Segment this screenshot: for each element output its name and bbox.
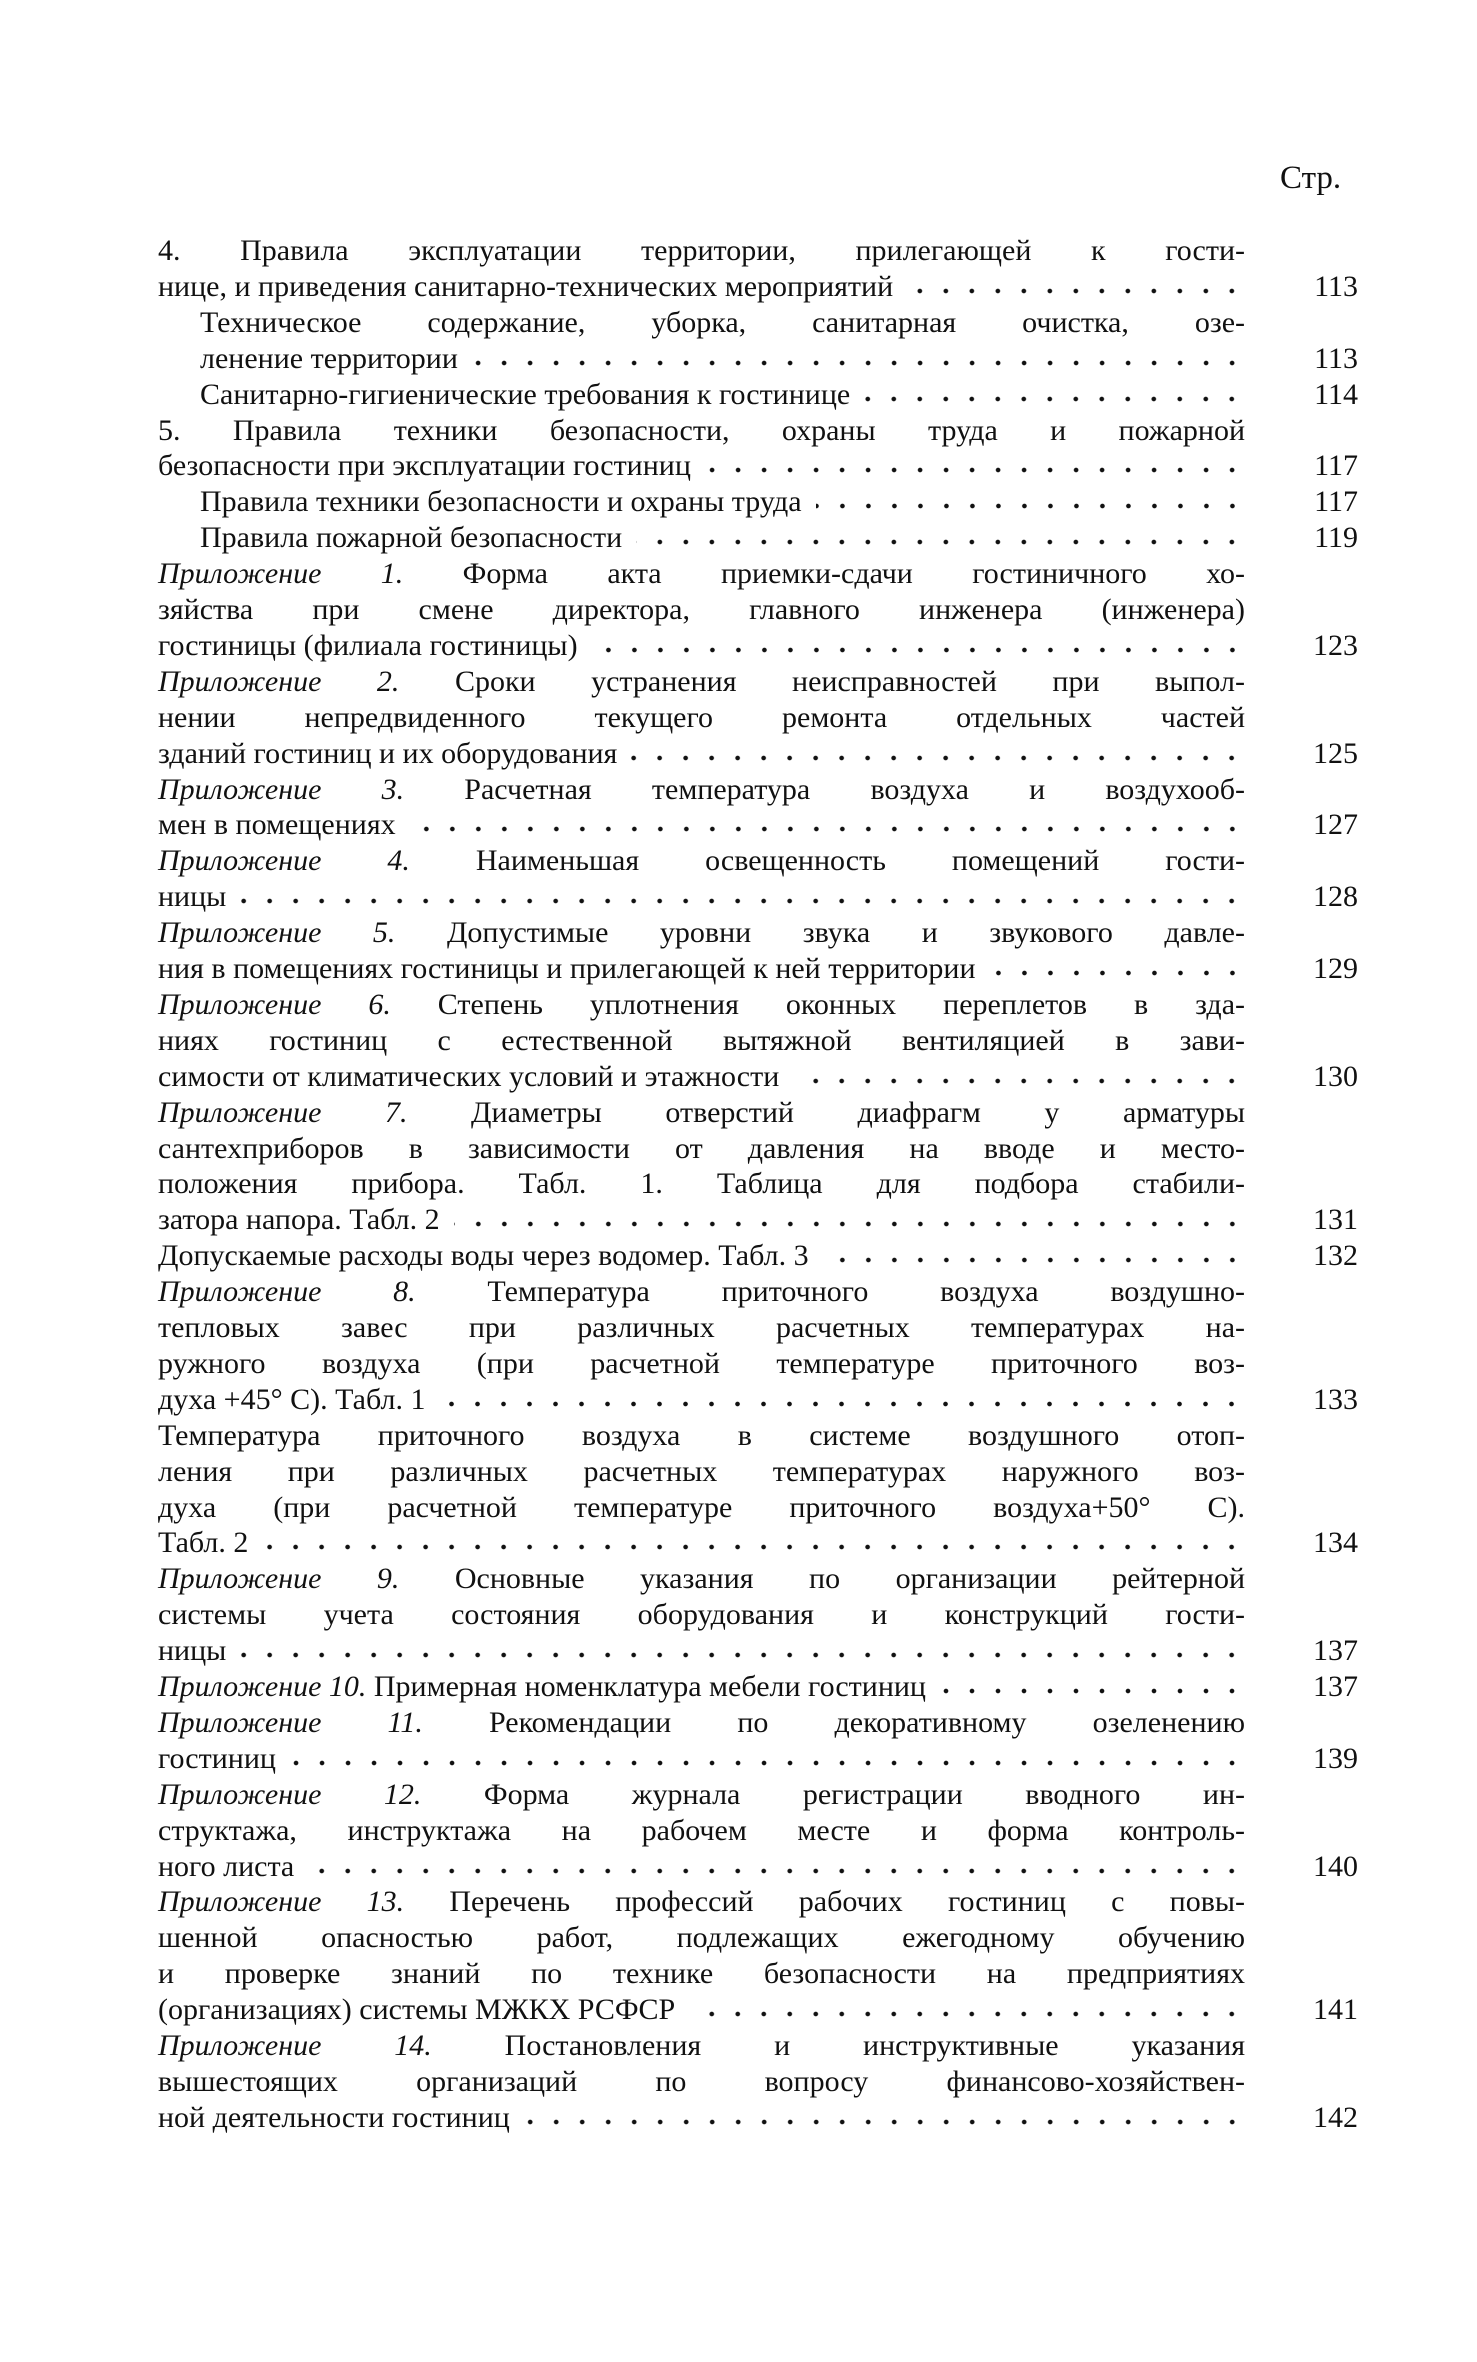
entry-line-text: Сроки устранения неисправностей при выпол- [399, 664, 1246, 698]
entry-text [158, 736, 617, 772]
appendix-label: Приложение 12. [158, 1777, 422, 1811]
appendix-label: Приложение 14. [158, 2029, 432, 2062]
appendix-label: Приложение 2. [158, 664, 400, 698]
entry-line-text: сантехприборов в зависимости от давления на вводе и место- [158, 1131, 1245, 1165]
entry-line-text: тепловых завес при различных расчетных температурах на- [158, 1311, 1245, 1344]
entry-line-text: нении непредвиденного текущего ремонта отдельных частей [158, 700, 1245, 734]
page-number: 113 [1314, 269, 1358, 303]
toc-entry-line [158, 2064, 1245, 2100]
entry-text [158, 628, 578, 664]
dot-leader [410, 824, 1245, 834]
toc-entry-line [158, 413, 1245, 449]
dot-leader [907, 286, 1245, 296]
toc-entry-line [158, 1813, 1245, 1849]
toc-entry-line [158, 1059, 1245, 1095]
toc-entry-line [158, 1597, 1245, 1633]
appendix-label: Приложение 13. [158, 1885, 405, 1919]
entry-line-text: системы учета состояния оборудования и конструкций гости- [158, 1598, 1245, 1632]
toc-entry-line [158, 1274, 1245, 1310]
toc-entry-line [200, 305, 1245, 341]
dot-leader [439, 1399, 1245, 1409]
dot-leader [592, 645, 1245, 655]
toc-entry-line [158, 700, 1245, 736]
toc-entry-line [158, 1669, 1245, 1705]
page-number: 134 [1313, 1526, 1358, 1560]
toc-entry-line [158, 1310, 1245, 1346]
toc-entry-line [158, 1525, 1245, 1561]
entry-line-text: Правила техники безопасности и охраны труда [200, 485, 802, 519]
entry-text [158, 1992, 675, 2028]
toc-entry-line [158, 736, 1245, 772]
entry-text [158, 2100, 510, 2136]
entry-line-text: духа (при расчетной температуре приточного воздуха+50° С). [158, 1490, 1245, 1524]
entry-line-text: ницы [158, 880, 227, 914]
toc-entry-line [158, 1992, 1245, 2028]
toc-entry-line [200, 484, 1245, 520]
page-number: 129 [1313, 952, 1358, 985]
appendix-label: Приложение 1. [158, 557, 404, 591]
page-number: 142 [1313, 2100, 1358, 2134]
page-number: 128 [1313, 880, 1358, 914]
entry-line-text: Постановления и инструктивные указания [431, 2029, 1245, 2062]
entry-text [158, 448, 691, 484]
appendix-label: Приложение 3. [158, 772, 405, 806]
dot-leader [290, 1758, 1245, 1768]
entry-text [158, 269, 893, 305]
page-number: 131 [1313, 1203, 1358, 1237]
page-number: 117 [1314, 485, 1358, 519]
toc-entry-line [158, 592, 1245, 628]
appendix-label: Приложение 8. [158, 1275, 416, 1309]
entry-line-text: ружного воздуха (при расчетной температуре приточного воз- [158, 1346, 1245, 1380]
entry-line-text: Степень уплотнения оконных переплетов в зда- [390, 987, 1245, 1021]
entry-text [158, 1849, 294, 1885]
toc-entry-line [158, 1705, 1245, 1741]
toc-entry-line [158, 879, 1245, 915]
entry-line-text: шенной опасностью работ, подлежащих ежегодному обучению [158, 1921, 1245, 1955]
entry-line-text: вышестоящих организаций по вопросу финансово-хозяйствен- [158, 2064, 1245, 2098]
page-number: 137 [1313, 1634, 1358, 1668]
entry-line-text: ленение территории [200, 341, 458, 375]
entry-line-text: мен в помещениях [158, 808, 396, 842]
entry-line-text: гостиниц [158, 1741, 276, 1775]
entry-line-text: ния в помещениях гостиницы и прилегающей к ней территории [158, 952, 976, 985]
toc-entry-line [158, 1956, 1245, 1992]
toc-entry-line [158, 1777, 1245, 1813]
page-number: 117 [1314, 449, 1358, 483]
entry-line-text: Температура приточного воздуха в системе воздушного отоп- [158, 1418, 1245, 1452]
toc-entry-line [158, 1166, 1245, 1202]
toc-entry-line [200, 520, 1245, 556]
entry-line-text: (организациях) системы МЖКХ РСФСР [158, 1993, 676, 2027]
toc-entry-line [158, 1131, 1245, 1167]
entry-text [158, 1525, 248, 1561]
entry-line-text: Температура приточного воздуха воздушно- [415, 1275, 1245, 1309]
toc-entry-line [158, 1346, 1245, 1382]
toc-entry-line [158, 233, 1245, 269]
dot-leader [454, 1219, 1245, 1229]
entry-text [200, 377, 850, 413]
entry-line-text: Допускаемые расходы воды через водомер. Табл. 3 [158, 1239, 809, 1273]
page-number: 132 [1313, 1239, 1358, 1273]
page-number: 141 [1313, 1993, 1358, 2027]
entry-line-text: Санитарно-гигиенические требования к гостинице [200, 377, 851, 411]
dot-leader [823, 1255, 1245, 1265]
toc-entry-line [200, 341, 1245, 377]
entry-line-text: ной деятельности гостиниц [158, 2100, 510, 2134]
entry-text [158, 1669, 926, 1705]
entry-line-text: структажа, инструктажа на рабочем месте и форма контроль- [158, 1813, 1245, 1847]
entry-text [158, 951, 976, 987]
entry-line-text: Форма журнала регистрации вводного ин- [421, 1777, 1246, 1811]
toc-entry-line [158, 2100, 1245, 2136]
toc-entry-line [158, 556, 1245, 592]
toc-entry-line [158, 1561, 1245, 1597]
toc-entry-line [158, 843, 1245, 879]
entry-text [200, 484, 802, 520]
appendix-label: Приложение 6. [158, 987, 391, 1021]
toc-entry-line [158, 1418, 1245, 1454]
entry-line-text: Основные указания по организации рейтерной [399, 1562, 1246, 1596]
toc-entry-line [158, 772, 1245, 808]
page-number: 119 [1314, 521, 1358, 555]
appendix-label: Приложение 7. [158, 1095, 408, 1129]
entry-text [158, 1202, 440, 1238]
entry-text [158, 1238, 809, 1274]
toc-entry-line [158, 1884, 1245, 1920]
toc-entry-line [158, 807, 1245, 843]
dot-leader [940, 1686, 1245, 1696]
toc-entry-line [158, 1382, 1245, 1418]
toc-entry-line [158, 915, 1245, 951]
entry-line-text: духа +45° С). Табл. 1 [158, 1382, 426, 1416]
toc-entry-line [158, 951, 1245, 987]
entry-line-text: Рекомендации по декоративному озеленению [422, 1705, 1245, 1739]
entry-text [200, 520, 622, 556]
appendix-label: Приложение 11. [158, 1705, 423, 1739]
page-number: 113 [1314, 341, 1358, 375]
toc-entry-line [158, 269, 1245, 305]
entry-line-text: положения прибора. Табл. 1. Таблица для подбора стабили- [158, 1167, 1245, 1201]
dot-leader [990, 968, 1245, 978]
entry-text [158, 1059, 779, 1095]
dot-leader [631, 753, 1245, 763]
entry-text [158, 1382, 425, 1418]
entry-text [158, 807, 396, 843]
entry-text [158, 1741, 276, 1777]
dot-leader [262, 1542, 1245, 1552]
appendix-label: Приложение 5. [158, 916, 396, 950]
dot-leader [524, 2117, 1245, 2127]
entry-line-text: Расчетная температура воздуха и воздухооб- [404, 772, 1245, 806]
page-number: 140 [1313, 1849, 1358, 1883]
entry-line-text: Табл. 2 [158, 1526, 249, 1560]
toc-entry-line [158, 987, 1245, 1023]
entry-line-text: безопасности при эксплуатации гостиниц [158, 449, 691, 483]
page-number: 123 [1313, 628, 1358, 662]
dot-leader [308, 1866, 1245, 1876]
appendix-label: Приложение 10. [158, 1670, 367, 1703]
appendix-label: Приложение 4. [158, 844, 410, 878]
entry-line-text: ницы [158, 1634, 227, 1668]
entry-line-text: 5. Правила техники безопасности, охраны труда и пожарной [158, 413, 1245, 447]
toc-entry-line [200, 377, 1245, 413]
entry-line-text: Примерная номенклатура мебели гостиниц [366, 1670, 926, 1703]
toc-entry-line [158, 1849, 1245, 1885]
dot-leader [864, 394, 1245, 404]
entry-line-text: Допустимые уровни звука и звукового давле- [395, 916, 1245, 950]
entry-line-text: и проверке знаний по технике безопасности на предприятиях [158, 1957, 1245, 1991]
dot-leader [240, 896, 1245, 906]
entry-line-text: затора напора. Табл. 2 [158, 1203, 440, 1237]
entry-text [158, 1633, 226, 1669]
dot-leader [816, 501, 1245, 511]
toc-entry-line [158, 1238, 1245, 1274]
entry-line-text: гостиницы (филиала гостиницы) [158, 628, 578, 662]
entry-line-text: Диаметры отверстий диафрагм у арматуры [407, 1095, 1245, 1129]
toc-entry-line [158, 1920, 1245, 1956]
toc-entry-line [158, 1741, 1245, 1777]
dot-leader [472, 358, 1245, 368]
toc-entry-line [158, 448, 1245, 484]
entry-line-text: симости от климатических условий и этажности [158, 1059, 780, 1093]
page-number: 139 [1313, 1741, 1358, 1775]
page-number: 127 [1313, 808, 1358, 842]
entry-text [158, 879, 226, 915]
dot-leader [636, 537, 1245, 547]
toc-entry-line [158, 1202, 1245, 1238]
toc-entry-line [158, 1454, 1245, 1490]
entry-line-text: Техническое содержание, уборка, санитарная очистка, озе- [200, 305, 1245, 339]
page-number: 137 [1313, 1670, 1358, 1703]
entry-line-text: ления при различных расчетных температурах наружного воз- [158, 1454, 1245, 1488]
entry-line-text: Наименьшая освещенность помещений гости- [409, 844, 1246, 878]
entry-line-text: зяйства при смене директора, главного инженера (инженера) [158, 593, 1245, 626]
entry-line-text: Перечень профессий рабочих гостиниц с повы- [404, 1885, 1246, 1919]
appendix-label: Приложение 9. [158, 1562, 400, 1596]
page-column-header: Стр. [1280, 160, 1342, 196]
toc-entry-line [158, 1023, 1245, 1059]
dot-leader [240, 1650, 1245, 1660]
entry-line-text: зданий гостиниц и их оборудования [158, 736, 618, 770]
entry-line-text: 4. Правила эксплуатации территории, прилегающей к гости- [158, 234, 1245, 267]
toc-entry-line [158, 664, 1245, 700]
dot-leader [705, 465, 1245, 475]
page-number: 130 [1313, 1059, 1358, 1093]
page-number: 125 [1313, 736, 1358, 770]
toc-entry-line [158, 2028, 1245, 2064]
page-number: 114 [1314, 377, 1358, 411]
toc-entry-line [158, 1490, 1245, 1526]
toc-entry-line [158, 1095, 1245, 1131]
entry-line-text: Форма акта приемки-сдачи гостиничного хо- [403, 557, 1246, 591]
entry-line-text: Правила пожарной безопасности [200, 521, 623, 555]
entry-line-text: нице, и приведения санитарно-технических мероприятий [158, 269, 894, 303]
entry-line-text: ниях гостиниц с естественной вытяжной вентиляцией в зави- [158, 1023, 1245, 1057]
toc-entry-line [158, 628, 1245, 664]
dot-leader [689, 2009, 1245, 2019]
dot-leader [793, 1076, 1245, 1086]
entry-text [200, 341, 458, 377]
toc-entry-line [158, 1633, 1245, 1669]
page-number: 133 [1313, 1382, 1358, 1416]
entry-line-text: ного листа [158, 1849, 295, 1883]
